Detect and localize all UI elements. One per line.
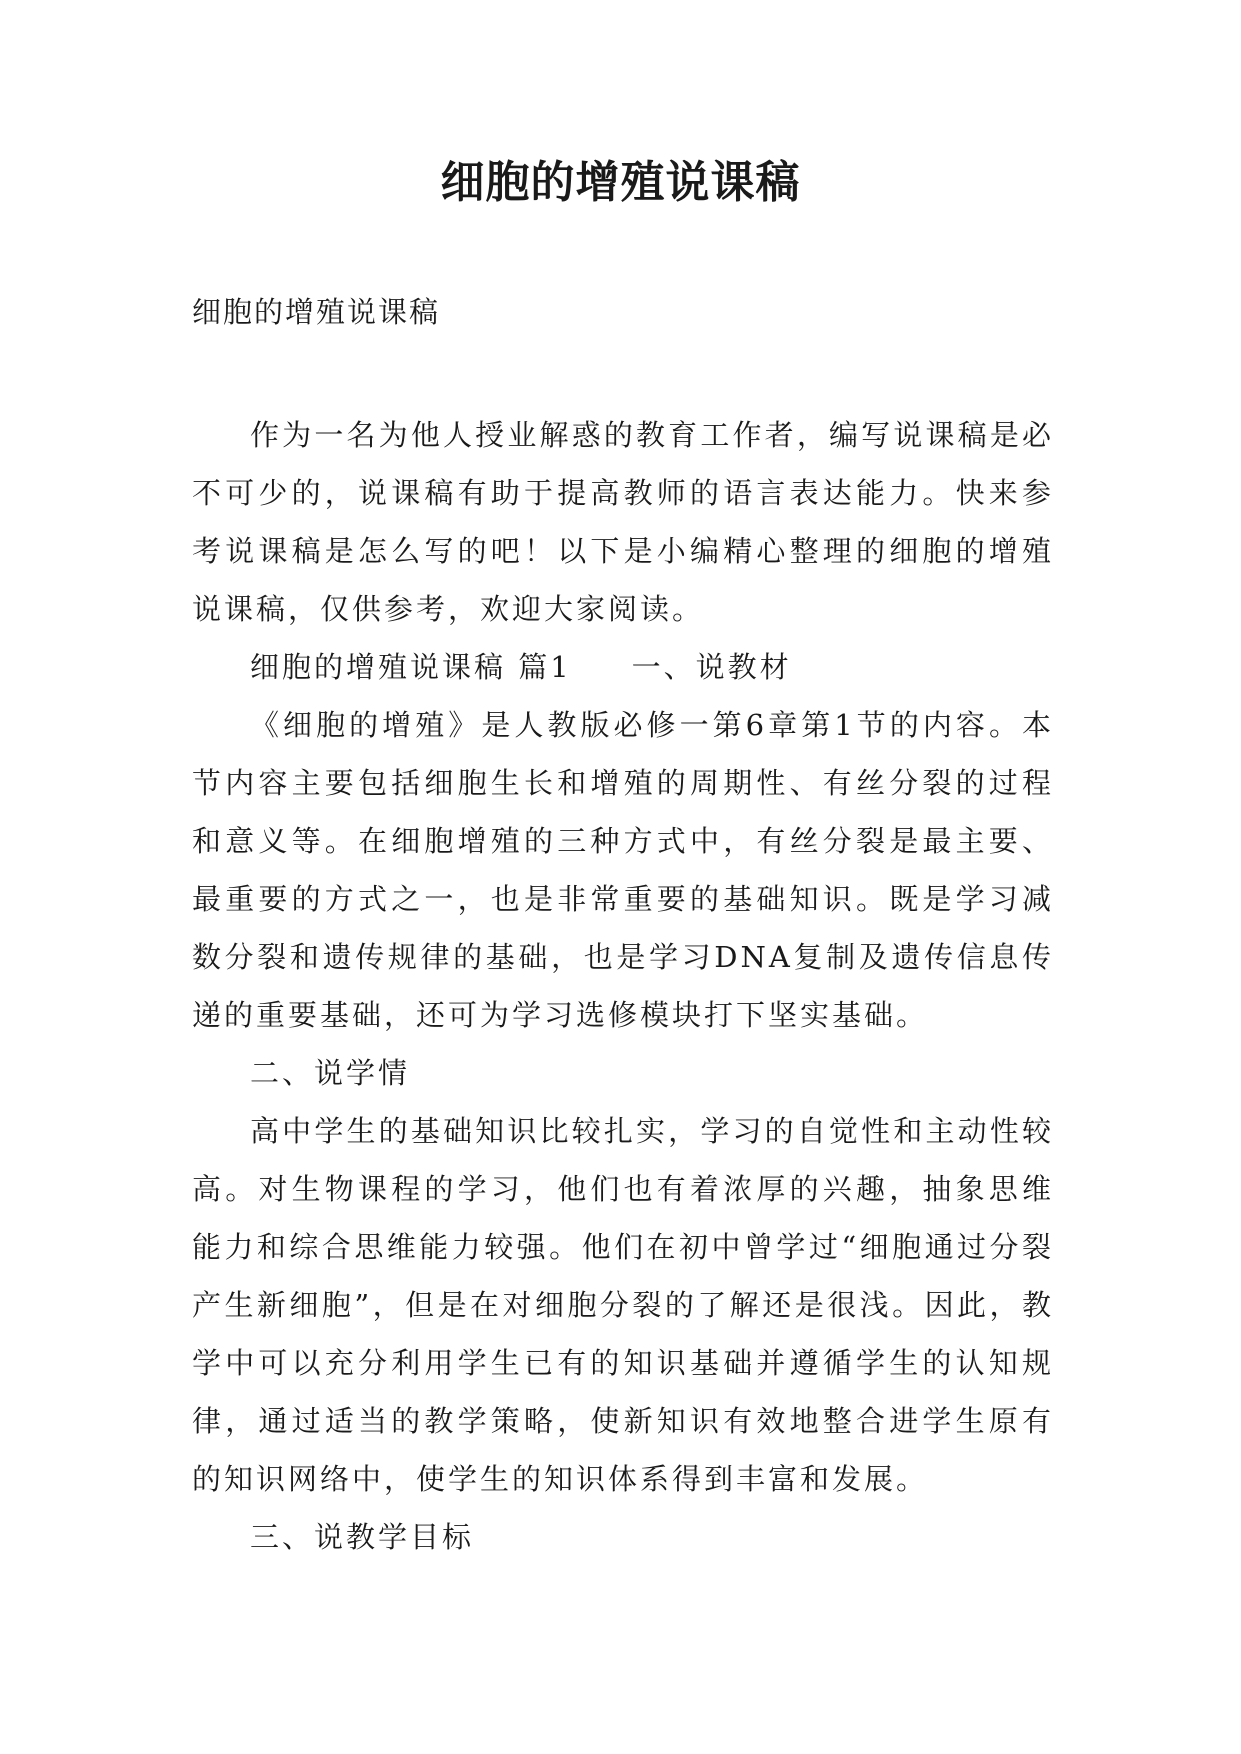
section3-heading: 三、说教学目标 xyxy=(250,1520,475,1554)
document-title: 细胞的增殖说课稿 xyxy=(440,157,801,208)
document-subtitle: 细胞的增殖说课稿 xyxy=(192,295,441,329)
piece-heading-line xyxy=(192,638,1054,696)
section1-heading: 一、说教材 xyxy=(631,650,792,684)
document-body xyxy=(192,406,1054,1566)
piece-label: 细胞的增殖说课稿 篇1 xyxy=(250,650,572,684)
intro-paragraph: 作为一名为他人授业解惑的教育工作者，编写说课稿是必不可少的，说课稿有助于提高教师的语言表达能力。快来参考说课稿是怎么写的吧！以下是小编精心整理的细胞的增殖说课稿，仅供参考，欢迎大家阅读。 xyxy=(192,418,1054,626)
section2-paragraph: 高中学生的基础知识比较扎实，学习的自觉性和主动性较高。对生物课程的学习，他们也有着浓厚的兴趣，抽象思维能力和综合思维能力较强。他们在初中曾学过“细胞通过分裂产生新细胞”，但是在对细胞分裂的了解还是很浅。因此，教学中可以充分利用学生已有的知识基础并遵循学生的认知规律，通过适当的教学策略，使新知识有效地整合进学生原有的知识网络中，使学生的知识体系得到丰富和发展。 xyxy=(192,1114,1054,1496)
section2-heading: 二、说学情 xyxy=(250,1056,411,1090)
section1-paragraph: 《细胞的增殖》是人教版必修一第6章第1节的内容。本节内容主要包括细胞生长和增殖的周期性、有丝分裂的过程和意义等。在细胞增殖的三种方式中，有丝分裂是最主要、最重要的方式之一，也是非常重要的基础知识。既是学习减数分裂和遗传规律的基础，也是学习DNA复制及遗传信息传递的重要基础，还可为学习选修模块打下坚实基础。 xyxy=(192,708,1054,1032)
